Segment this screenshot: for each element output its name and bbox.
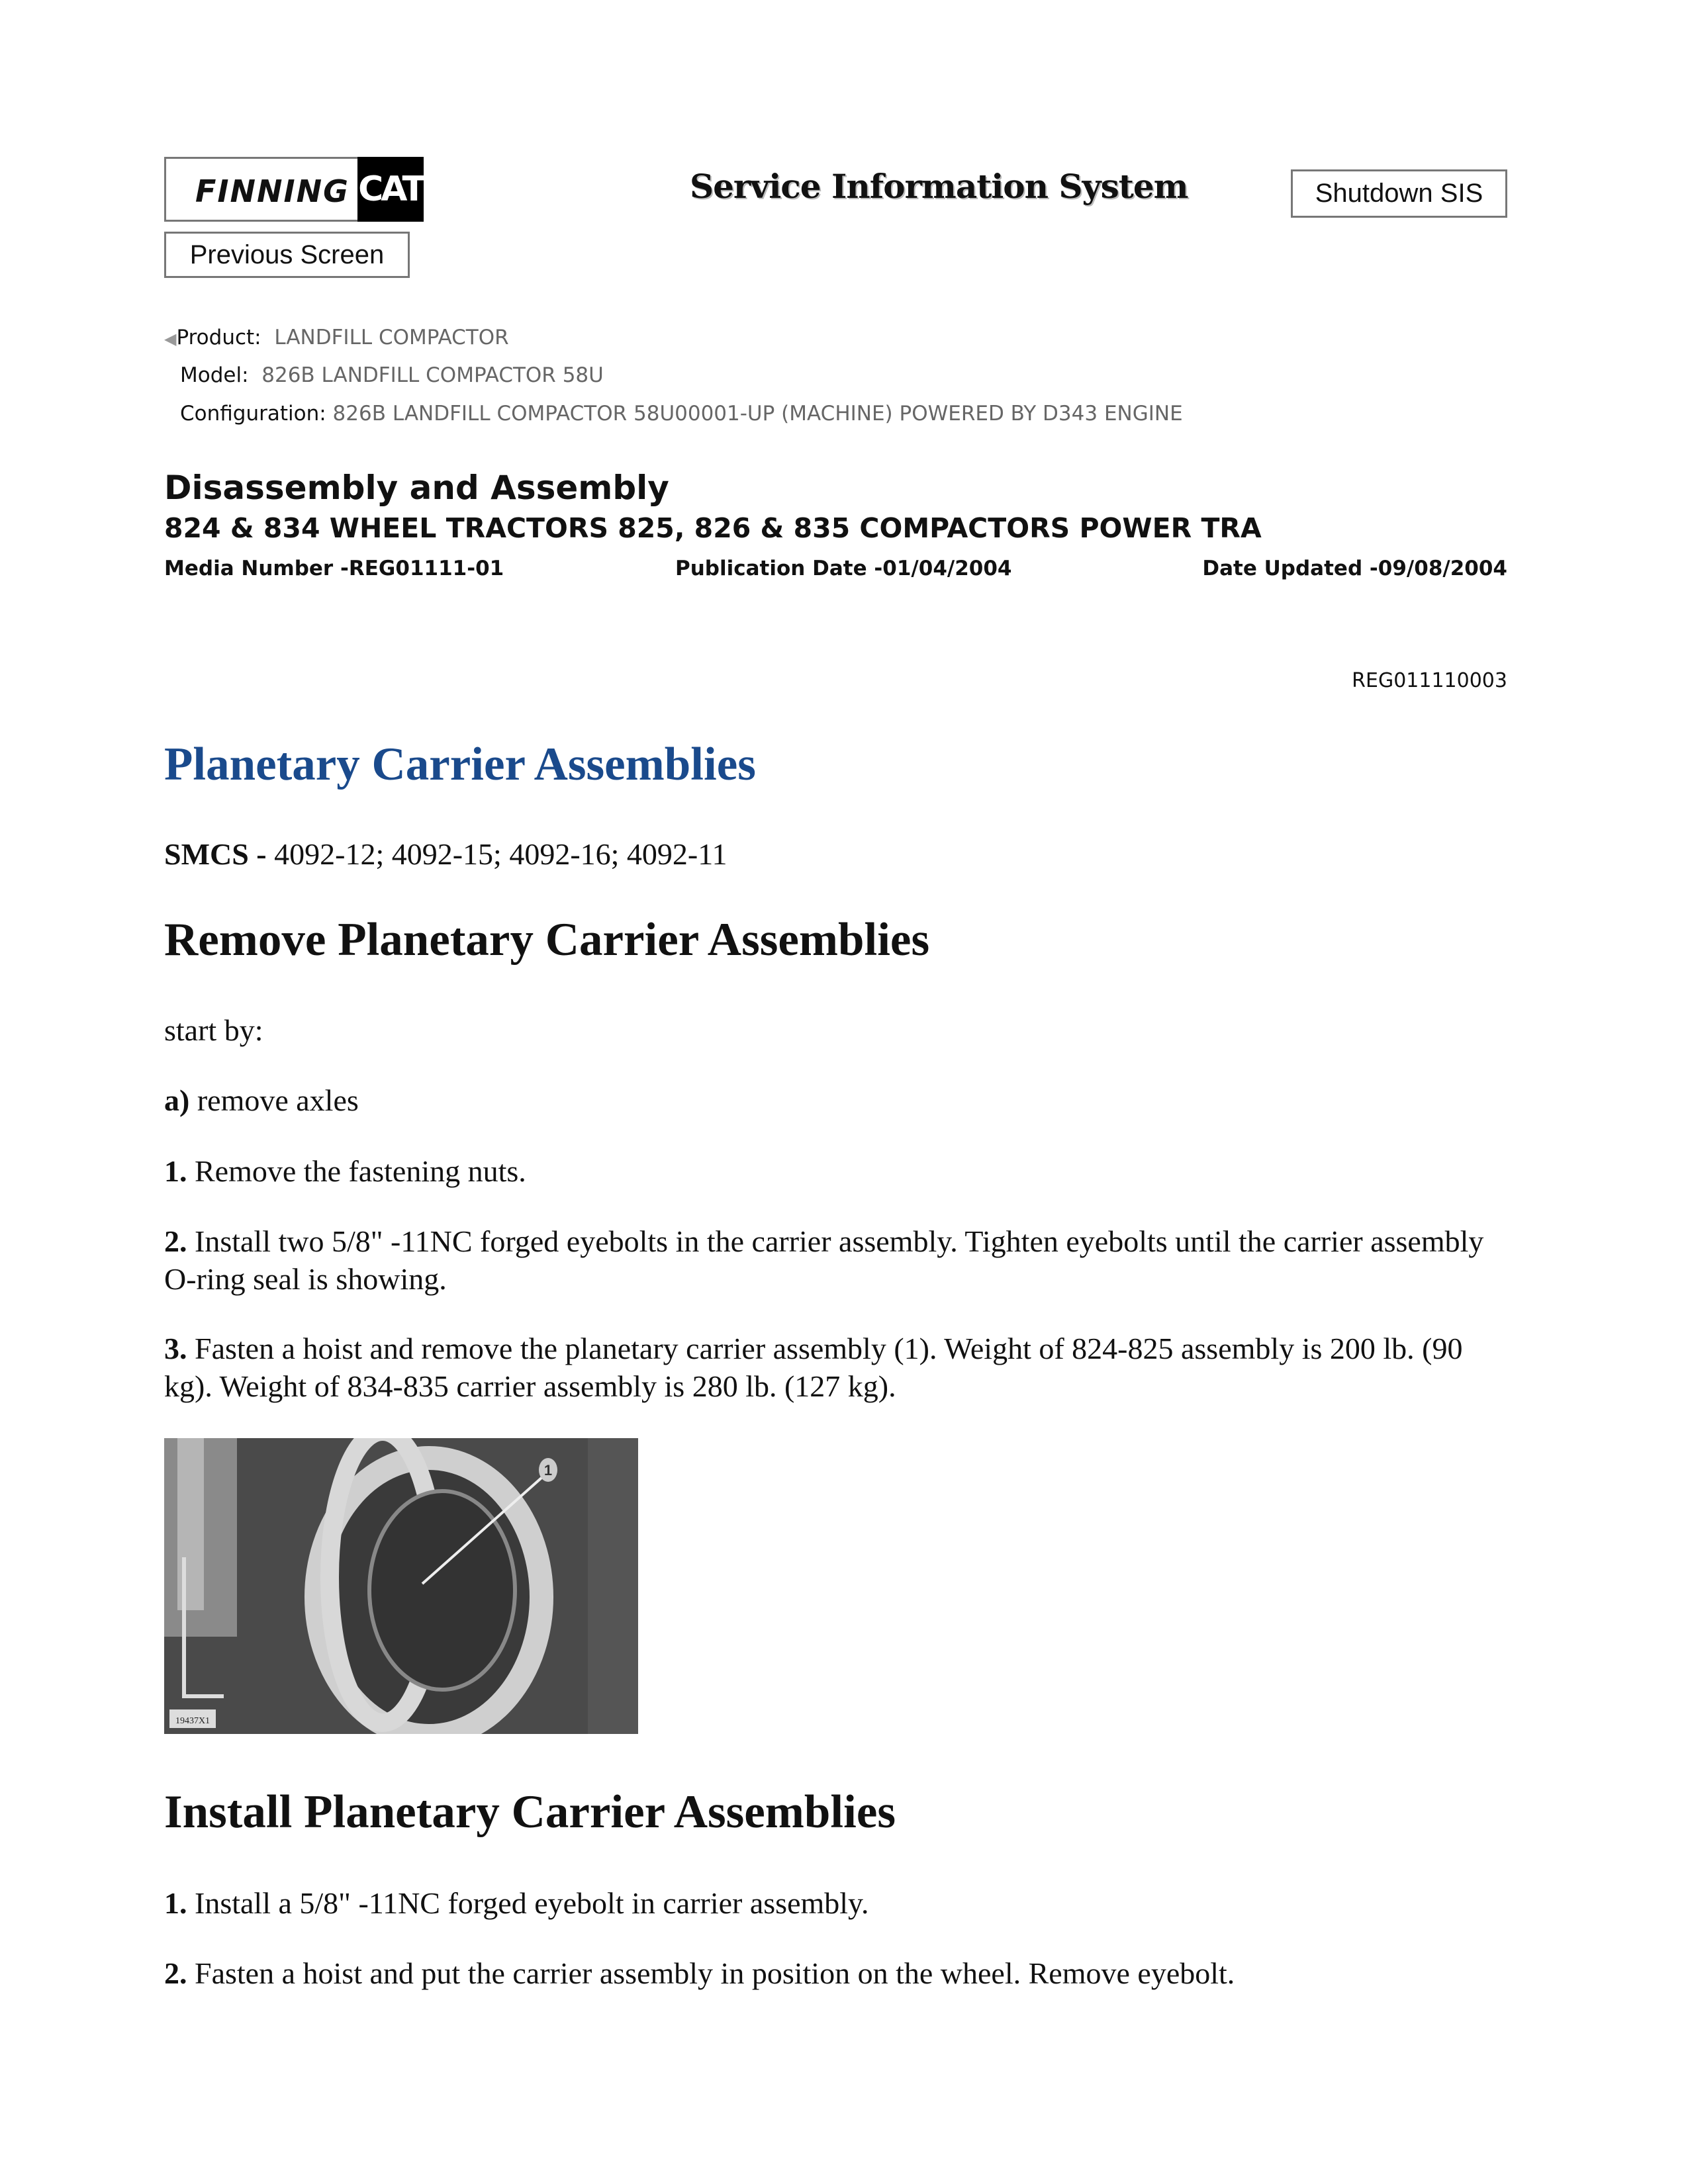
figure-callout: 1 <box>543 1462 553 1479</box>
remove-step-2 <box>164 1222 1508 1298</box>
step-number: 2. <box>164 1224 187 1258</box>
page-title: Planetary Carrier Assemblies <box>164 739 756 790</box>
step-text: Remove the fastening nuts. <box>187 1154 526 1188</box>
document-category: Disassembly and Assembly <box>164 469 669 507</box>
model-value: 826B LANDFILL COMPACTOR 58U <box>261 363 604 387</box>
figure-id: 19437X1 <box>175 1716 211 1726</box>
step-number: 2. <box>164 1956 187 1990</box>
smcs-label: SMCS - <box>164 837 267 871</box>
date-updated: Date Updated -09/08/2004 <box>1202 557 1507 580</box>
step-text: Install two 5/8" -11NC forged eyebolts in the carrier assembly. Tighten eyebolts until the carrier assembly O-ring seal is showing. <box>164 1224 1484 1296</box>
step-number: 3. <box>164 1332 187 1365</box>
product-value: LANDFILL COMPACTOR <box>274 326 509 349</box>
remove-step-1 <box>164 1152 526 1190</box>
prerequisite-item <box>164 1081 359 1119</box>
config-label: Configuration: <box>180 402 326 426</box>
carrier-photo <box>164 1438 638 1734</box>
prerequisite-label: a) <box>164 1083 190 1117</box>
config-value: 826B LANDFILL COMPACTOR 58U00001-UP (MACHINE) POWERED BY D343 ENGINE <box>332 402 1183 426</box>
remove-heading: Remove Planetary Carrier Assemblies <box>164 914 930 966</box>
install-step-1 <box>164 1884 869 1922</box>
product-row <box>164 326 509 349</box>
cat-logo-text: CAT <box>357 157 424 222</box>
install-heading: Install Planetary Carrier Assemblies <box>164 1786 896 1838</box>
start-by: start by: <box>164 1013 263 1047</box>
smcs-value: 4092-12; 4092-15; 4092-16; 4092-11 <box>266 837 727 871</box>
previous-screen-button[interactable]: Previous Screen <box>164 232 410 278</box>
media-number: Media Number -REG01111-01 <box>164 557 504 580</box>
step-text: Install a 5/8" -11NC forged eyebolt in carrier assembly. <box>187 1886 869 1920</box>
finning-cat-logo <box>164 157 424 222</box>
finning-logo-text: FINNING <box>195 173 350 209</box>
publication-date: Publication Date -01/04/2004 <box>675 557 1012 580</box>
document-id: REG011110003 <box>1352 669 1507 692</box>
step-number: 1. <box>164 1886 187 1920</box>
document-subtitle: 824 & 834 WHEEL TRACTORS 825, 826 & 835 COMPACTORS POWER TRA <box>164 512 1262 544</box>
configuration-row <box>180 402 1183 426</box>
model-row <box>180 363 604 387</box>
shutdown-sis-button[interactable]: Shutdown SIS <box>1291 169 1507 218</box>
remove-step-3 <box>164 1330 1508 1405</box>
install-step-2 <box>164 1954 1235 1992</box>
step-text: Fasten a hoist and put the carrier assembly in position on the wheel. Remove eyebolt. <box>187 1956 1235 1990</box>
step-text: Fasten a hoist and remove the planetary carrier assembly (1). Weight of 824-825 assembly is 200 lb. (90 kg). Weight of 834-835 carrier assembly is 280 lb. (127 kg). <box>164 1332 1463 1403</box>
prerequisite-link[interactable]: remove axles <box>189 1083 359 1117</box>
step-number: 1. <box>164 1154 187 1188</box>
smcs-codes <box>164 835 727 873</box>
system-title: Service Information System <box>690 167 1188 206</box>
model-label: Model: <box>180 363 249 387</box>
carrier-removal-figure <box>164 1438 638 1734</box>
back-arrow-icon[interactable]: ◀ <box>164 330 177 348</box>
product-label: Product: <box>176 326 261 349</box>
